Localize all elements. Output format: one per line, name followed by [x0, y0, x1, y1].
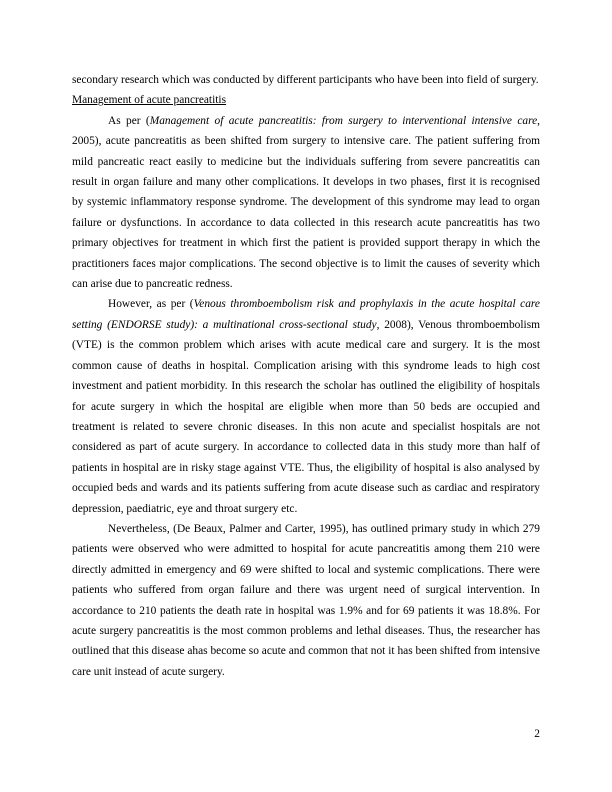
paragraph-2	[72, 294, 540, 518]
paragraph-1-body: , 2005), acute pancreatitis as been shifted from surgery to intensive care. The patient suffering from mild pancreatic react easily to medicine but the individuals suffering from severe pancreatitis can result in organ failure and many other complications. It develops in two phases, first it is recognised by systemic inflammatory response syndrome. The development of this syndrome may lead to organ failure or dysfunctions. In accordance to data collected in this research acute pancreatitis has two primary objectives for treatment in which first the patient is provided support therapy in which the practitioners faces major complications. The second objective is to limit the causes of severity which can arise due to pancreatic redness.	[72, 114, 540, 291]
intro-paragraph: secondary research which was conducted by different participants who have been into field of surgery.	[72, 74, 539, 86]
paragraph-3-body: Nevertheless, (De Beaux, Palmer and Carter, 1995), has outlined primary study in which 279 patients were observed who were admitted to hospital for acute pancreatitis among them 210 were directly admitted in emergency and 69 were shifted to local and systemic complications. There were patients who suffered from organ failure and there was urgent need of surgical intervention. In accordance to 210 patients the death rate in hospital was 1.9% and for 69 patients it was 18.8%. For acute surgery pancreatitis is the most common problems and lethal diseases. Thus, the researcher has outlined that this disease ahas become so acute and common that not it has been shifted from intensive care unit instead of acute surgery.	[72, 522, 540, 678]
document-page	[72, 70, 540, 682]
paragraph-1	[72, 111, 540, 295]
paragraph-3	[72, 519, 540, 682]
section-heading: Management of acute pancreatitis	[72, 94, 227, 107]
paragraph-2-citation-title: Venous thromboembolism risk and prophylaxis in the acute hospital care setting (ENDORSE study): a multinational cross-sectional study	[72, 298, 540, 331]
paragraph-1-lead: As per (	[108, 114, 150, 127]
paragraph-2-lead: However, as per (	[108, 298, 194, 311]
page-number: 2	[534, 728, 540, 740]
paragraph-1-citation-title: Management of acute pancreatitis: from surgery to interventional intensive care	[149, 114, 538, 127]
paragraph-2-body: , 2008), Venous thromboembolism (VTE) is the common problem which arises with acute medical care and surgery. It is the most common cause of deaths in hospital. Complication arising with this syndrome leads to high cost investment and patient morbidity. In this research the scholar has outlined the eligibility of hospitals for acute surgery in which the hospital are eligible when more than 50 beds are occupied and treatment is related to severe chronic diseases. In this non acute and specialist hospitals are not considered as part of acute surgery. In accordance to collected data in this study more than half of patients in hospital are in risky stage against VTE. Thus, the eligibility of hospital is also analysed by occupied beds and wards and its patients suffering from acute disease such as cardiac and respiratory depression, paediatric, eye and throat surgery etc.	[72, 318, 540, 515]
